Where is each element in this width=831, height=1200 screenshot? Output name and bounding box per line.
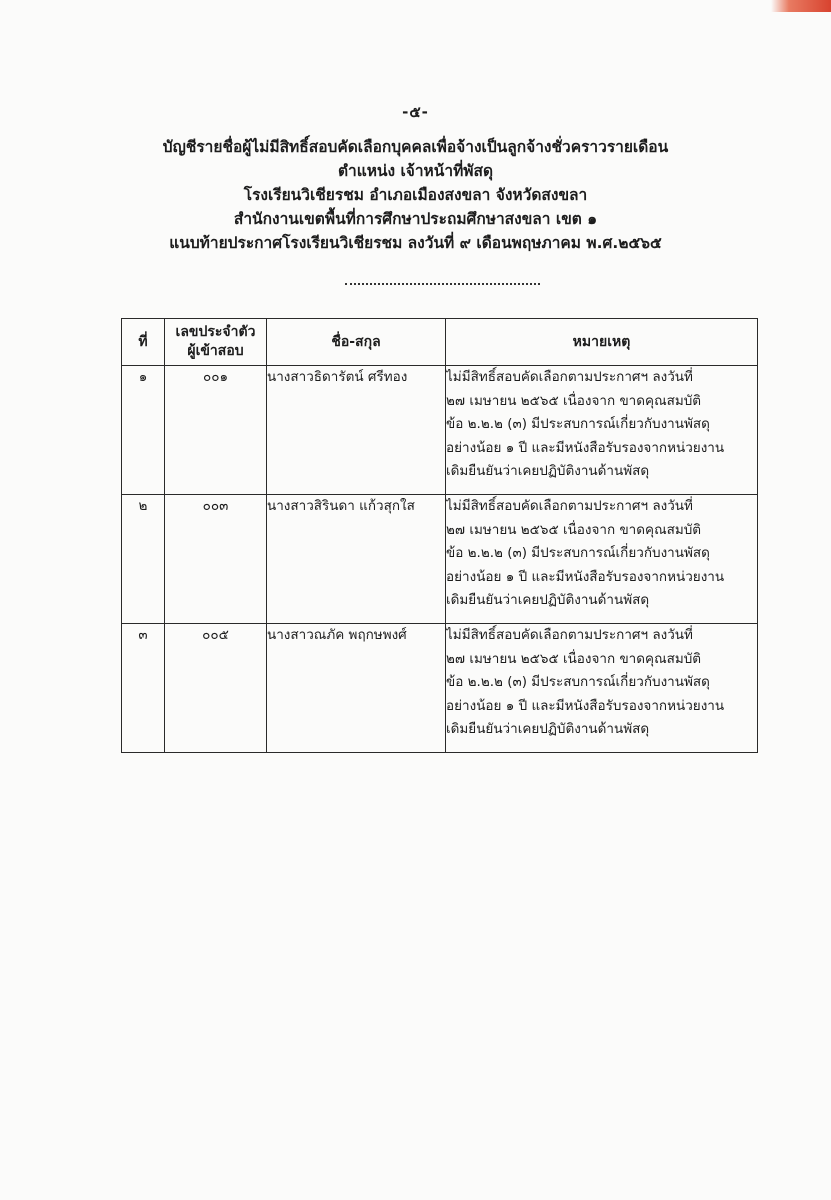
remark-line: ข้อ ๒.๒.๒ (๓) มีประสบการณ์เกี่ยวกับงานพัสดุ (446, 674, 710, 690)
remark-line: เดิมยืนยันว่าเคยปฏิบัติงานด้านพัสดุ (446, 592, 650, 608)
row-exam-id: ๐๐๓ (165, 495, 267, 624)
column-header-exam-id (165, 319, 267, 366)
row-remark (446, 366, 758, 495)
table-row (122, 624, 758, 753)
row-remark (446, 624, 758, 753)
row-number: ๓ (122, 624, 165, 753)
remark-line: ไม่มีสิทธิ์สอบคัดเลือกตามประกาศฯ ลงวันที่ (446, 627, 693, 643)
column-header-exam-id-line1: เลขประจำตัว (175, 324, 256, 340)
page-edge-mark (771, 0, 831, 12)
header-title: บัญชีรายชื่อผู้ไม่มีสิทธิ์สอบคัดเลือกบุคคลเพื่อจ้างเป็นลูกจ้างชั่วคราวรายเดือน (162, 138, 669, 156)
ineligible-candidates-table (121, 318, 758, 753)
column-header-exam-id-line2: ผู้เข้าสอบ (187, 343, 244, 359)
column-header-remark: หมายเหตุ (446, 319, 758, 366)
table-row (122, 366, 758, 495)
row-number: ๑ (122, 366, 165, 495)
page-number: -๕- (402, 103, 429, 121)
table-row (122, 495, 758, 624)
remark-line: ๒๗ เมษายน ๒๕๖๕ เนื่องจาก ขาดคุณสมบัติ (446, 521, 702, 538)
row-exam-id: ๐๐๑ (165, 366, 267, 495)
table-header-row (122, 319, 758, 366)
remark-line: ไม่มีสิทธิ์สอบคัดเลือกตามประกาศฯ ลงวันที่ (446, 498, 693, 514)
row-full-name: นางสาวธิดารัตน์ ศรีทอง (267, 366, 446, 495)
row-number: ๒ (122, 495, 165, 624)
row-exam-id: ๐๐๕ (165, 624, 267, 753)
remark-line: ๒๗ เมษายน ๒๕๖๕ เนื่องจาก ขาดคุณสมบัติ (446, 392, 702, 409)
remark-line: ข้อ ๒.๒.๒ (๓) มีประสบการณ์เกี่ยวกับงานพัสดุ (446, 416, 710, 432)
document-header (0, 135, 831, 255)
remark-line: เดิมยืนยันว่าเคยปฏิบัติงานด้านพัสดุ (446, 463, 650, 479)
column-header-name: ชื่อ-สกุล (267, 319, 446, 366)
row-full-name: นางสาวณภัค พฤกษพงศ์ (267, 624, 446, 753)
header-position: ตำแหน่ง เจ้าหน้าที่พัสดุ (337, 162, 494, 180)
remark-line: เดิมยืนยันว่าเคยปฏิบัติงานด้านพัสดุ (446, 721, 650, 737)
row-remark (446, 495, 758, 624)
row-full-name: นางสาวสิรินดา แก้วสุกใส (267, 495, 446, 624)
header-attachment: แนบท้ายประกาศโรงเรียนวิเชียรชม ลงวันที่ ๙ เดือนพฤษภาคม พ.ศ.๒๕๖๕ (169, 234, 662, 252)
remark-line: ไม่มีสิทธิ์สอบคัดเลือกตามประกาศฯ ลงวันที่ (446, 369, 693, 385)
column-header-no: ที่ (122, 319, 165, 366)
remark-line: อย่างน้อย ๑ ปี และมีหนังสือรับรองจากหน่วยงาน (446, 439, 725, 456)
remark-line: ๒๗ เมษายน ๒๕๖๕ เนื่องจาก ขาดคุณสมบัติ (446, 650, 702, 667)
remark-line: อย่างน้อย ๑ ปี และมีหนังสือรับรองจากหน่วยงาน (446, 568, 725, 585)
remark-line: ข้อ ๒.๒.๒ (๓) มีประสบการณ์เกี่ยวกับงานพัสดุ (446, 545, 710, 561)
header-school: โรงเรียนวิเชียรชม อำเภอเมืองสงขลา จังหวัดสงขลา (243, 186, 588, 204)
remark-line: อย่างน้อย ๑ ปี และมีหนังสือรับรองจากหน่วยงาน (446, 697, 725, 714)
dotted-divider (345, 283, 540, 285)
header-office: สำนักงานเขตพื้นที่การศึกษาประถมศึกษาสงขลา เขต ๑ (233, 210, 598, 228)
